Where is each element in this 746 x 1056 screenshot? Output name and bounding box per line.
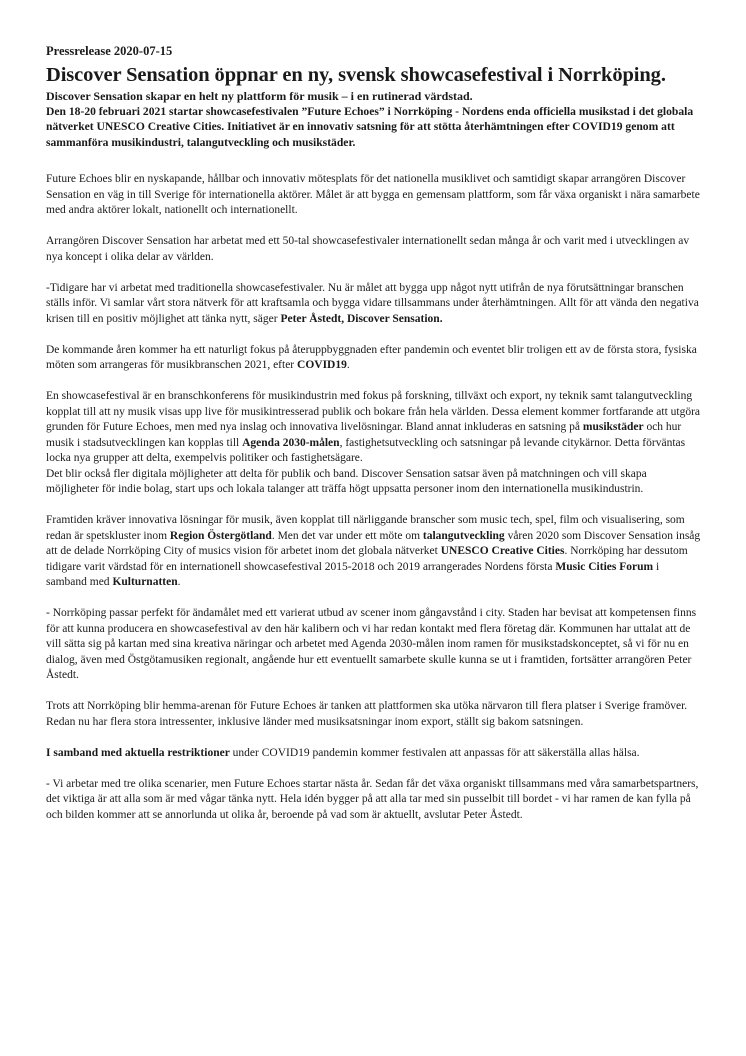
future-text-2: . Men det var under ett möte om <box>271 529 423 542</box>
paragraph-quote-3: - Vi arbetar med tre olika scenarier, men Future Echoes startar nästa år. Sedan får det växa organiskt tillsammans med våra samarbetspartners, det viktiga är att alla som är med vågar tänka nytt. Hela idén bygger på att alla tar med sin pusselbit till bordet - vi har ramen de kan fylla på och bilden kommer att se annorlunda ut olika år, beroende på vad som är aktuellt, avslutar Peter Åstedt. <box>46 777 699 821</box>
showcase-text-2: och hur musik i stadsutvecklingen kan kopplas till <box>46 421 682 449</box>
paragraph-intro: Future Echoes blir en nyskapande, hållbar och innovativ mötesplats för det nationella musiklivet och samtidigt skapar arrangören Discover Sensation en väg in till Sverige för internationella aktörer. Målet är att bygga en gemensam plattform, som får växa organiskt i nära samarbete med andra aktörer lokalt, nationellt och internationellt. <box>46 173 700 217</box>
future-text-5: i samband med <box>46 560 660 589</box>
paragraph-future <box>46 513 702 591</box>
future-text-1: Framtiden kräver innovativa lösningar för musik, även kopplat till närliggande branscher som music tech, spel, film och visualisering, som redan är spetskluster inom <box>46 514 685 542</box>
paragraph-restrictions <box>46 746 702 762</box>
highlight-musikstader: musikstäder <box>582 421 644 434</box>
subtitle: Discover Sensation skapar en helt ny plattform för musik – i en rutinerad värdstad. <box>46 88 473 103</box>
paragraph-digital: Det blir också fler digitala möjligheter att delta för publik och band. Discover Sensation satsar även på matchningen och vill skapa möjligheter för indie bolag, start ups och lokala talanger att träffa högt uppsatta personer inom den internationella musikindustrin. <box>46 467 647 496</box>
highlight-agenda-2030: Agenda 2030-målen <box>242 436 340 449</box>
showcase-text-1: En showcasefestival är en branschkonferens för musikindustrin med fokus på forskning, tillväxt och export, ny teknik samt talangutveckling kopplat till att ny musik visas upp live för musikintresserad publik och bokare från hela världen. Dessa element kommer fortfarande att utgöra grunden för Future Echoes, men med nya inslag och innovativa livelösningar. Bland annat inkluderas en satsning på <box>46 390 701 434</box>
quote-text: -Tidigare har vi arbetat med traditionella showcasefestivaler. Nu är målet att bygga upp något nytt utifrån de nya förutsättningar branschen ställs inför. Vi samlar vårt stora nätverk för att kraftsamla och bygga vidare tillsammans under återhämtningen. Allt för att vända den negativa krisen till en positiv möjlighet att tänka nytt, säger <box>46 281 699 325</box>
highlight-kulturnatten: Kulturnatten <box>112 576 178 589</box>
lead-paragraph: Den 18-20 februari 2021 startar showcasefestivalen ”Future Echoes” i Norrköping - Nordens enda officiella musikstad i det globala nätverket UNESCO Creative Cities. Initiativet är en innovativ satsning för att stötta återhämtningen efter COVID19 genom att sammanföra musikindustri, talangutveckling och musikstäder. <box>46 104 694 149</box>
paragraph-showcase <box>46 389 702 467</box>
paragraph-expansion: Trots att Norrköping blir hemma-arenan för Future Echoes är tanken att plattformen ska utöka närvaron till flera platser i Sverige framöver. Redan nu har flera stora intressenter, inklusive länder med musiksatsningar inom export, ställt sig bakom satsningen. <box>46 700 688 728</box>
body-text <box>46 172 702 823</box>
showcase-text-3: , fastighetsutveckling och satsningar på levande citykärnor. Detta förväntas locka nya grupper att delta, exempelvis politiker och fastighetsägare. <box>46 436 686 465</box>
future-text-6: . <box>177 576 181 589</box>
highlight-talang: talangutveckling <box>422 529 505 542</box>
restrictions-text: under COVID19 pandemin kommer festivalen att anpassas för att säkerställa allas hälsa. <box>229 746 640 759</box>
paragraph-focus <box>46 343 702 374</box>
paragraph-organizer: Arrangören Discover Sensation har arbetat med ett 50-tal showcasefestivaler internationellt sedan många år och varit med i utvecklingen av nya koncept i olika delar av världen. <box>46 235 690 263</box>
covid-highlight: COVID19 <box>297 359 347 372</box>
future-text-4: . Norrköping har dessutom tidigare varit värdstad för en internationell showcasefestival 2015-2018 och 2019 arrangerades Nordens första <box>46 545 688 573</box>
release-date: Pressrelease 2020-07-15 <box>46 44 173 58</box>
focus-end: . <box>346 359 350 372</box>
focus-text: De kommande åren kommer ha ett naturligt fokus på återuppbyggnaden efter pandemin och eventet blir troligen ett av de första stora, fysiska möten som arrangeras för musikbranschen 2021, efter <box>46 343 697 372</box>
paragraph-quote-1 <box>46 281 702 328</box>
quote-attribution: Peter Åstedt, Discover Sensation. <box>280 312 443 325</box>
highlight-region: Region Östergötland <box>169 529 272 542</box>
page-title: Discover Sensation öppnar en ny, svensk showcasefestival i Norrköping. <box>46 64 666 86</box>
future-text-3: våren 2020 som Discover Sensation insåg att de delade Norrköping City of musics vision för arbetet inom det globala nätverket <box>46 529 701 558</box>
paragraph-quote-2: - Norrköping passar perfekt för ändamålet med ett varierat utbud av scener inom gångavstånd i city. Staden har bevisat att kompetensen finns för att kunna producera en showcasefestival av den här kalibern och vi har redan kontakt med flera företag där. Kommunen har uttalat att de vill sätta sig på kartan med sina kreativa näringar och arbetet med Agenda 2030-målen inom ramen för musikstadskonceptet, så vi för nu en dialog, även med Östgötamusiken regionalt, angående hur ett eventuellt samarbete skulle kunna se ut i framtiden, fortsätter arrangören Peter Åstedt. <box>46 607 697 682</box>
restrictions-highlight: I samband med aktuella restriktioner <box>46 746 230 759</box>
highlight-unesco: UNESCO Creative Cities <box>440 545 565 558</box>
highlight-forum: Music Cities Forum <box>555 560 654 573</box>
